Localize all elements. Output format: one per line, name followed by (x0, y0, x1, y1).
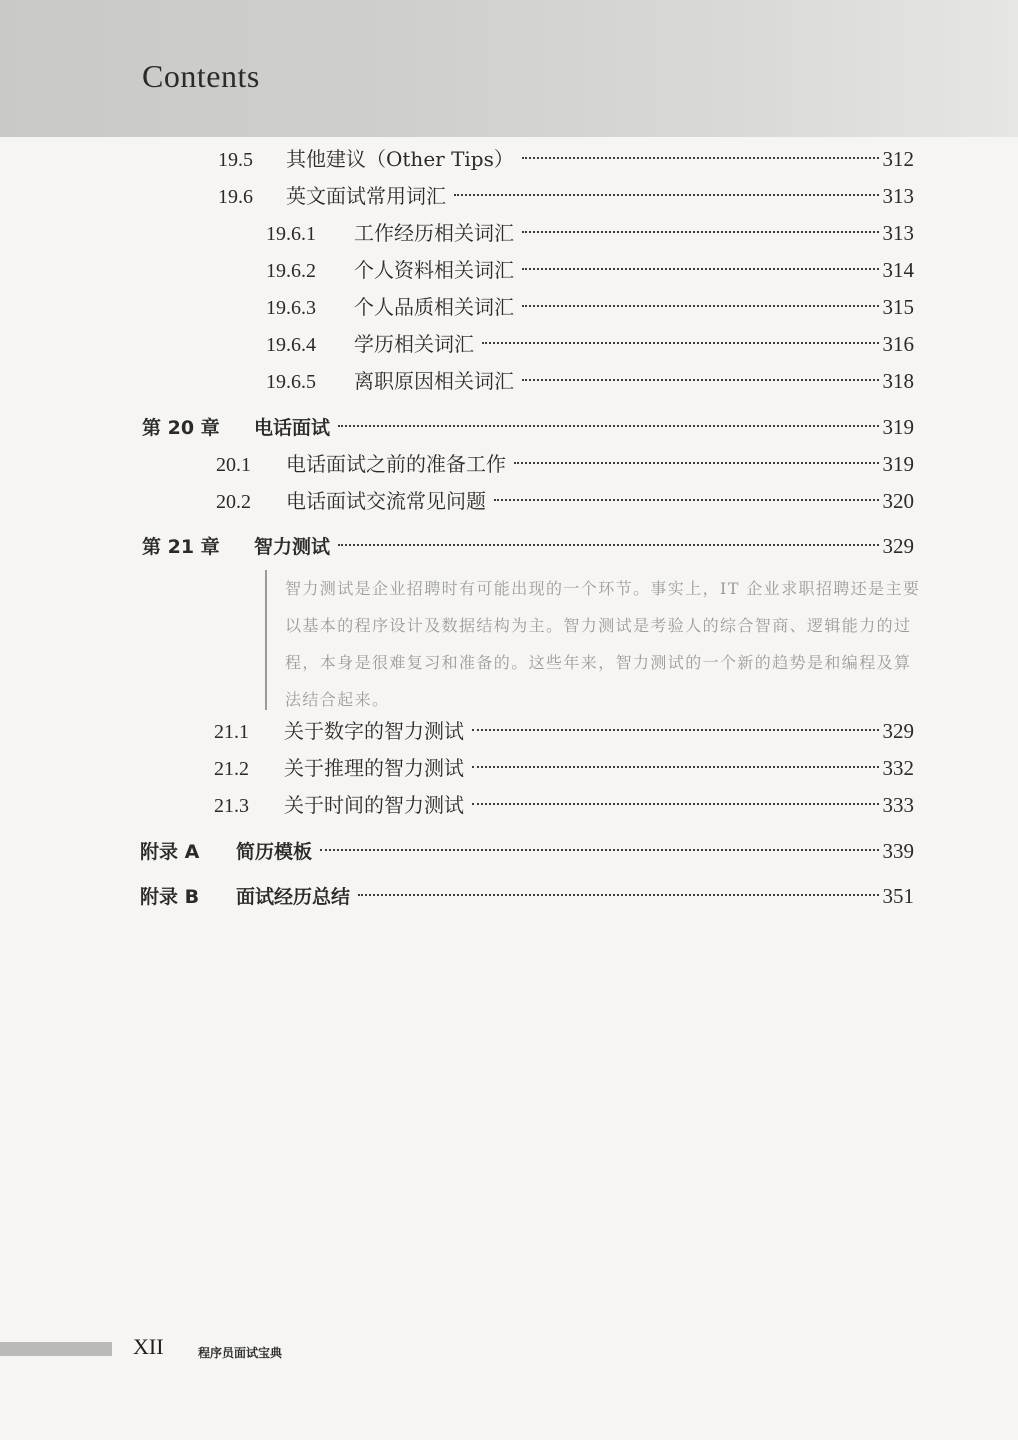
dot-leader (472, 729, 879, 731)
toc-chapter-21[interactable] (142, 531, 914, 561)
toc-entry-page: 312 (882, 147, 914, 171)
toc-entry-21-2[interactable] (214, 753, 914, 783)
toc-entry-19-6-4[interactable] (266, 329, 914, 359)
toc-entry-number: 21.3 (214, 795, 249, 817)
toc-entry-19-6-2[interactable] (266, 255, 914, 285)
appendix-label: 附录 A (140, 841, 200, 863)
toc-entry-page: 318 (882, 369, 914, 393)
dot-leader (494, 499, 879, 501)
toc-entry-page: 333 (882, 793, 914, 817)
toc-entry-21-1[interactable] (214, 716, 914, 746)
toc-entry-page: 329 (882, 534, 914, 558)
toc-entry-title: 其他建议（Other Tips） (286, 147, 514, 171)
toc-entry-page: 319 (882, 452, 914, 476)
toc-entry-number: 19.6.3 (266, 297, 316, 319)
page-header-title: Contents (142, 58, 260, 94)
toc-entry-title: 离职原因相关词汇 (354, 369, 514, 393)
toc-entry-21-3[interactable] (214, 790, 914, 820)
toc-entry-title: 关于推理的智力测试 (284, 756, 464, 780)
chapter-title: 电话面试 (254, 417, 331, 439)
toc-entry-title: 个人品质相关词汇 (354, 295, 514, 319)
toc-entry-page: 319 (882, 415, 914, 439)
toc-entry-number: 20.1 (216, 454, 251, 476)
toc-entry-number: 19.6.5 (266, 371, 316, 393)
dot-leader (472, 803, 879, 805)
dot-leader (454, 194, 879, 196)
toc-entry-number: 19.6.4 (266, 334, 316, 356)
footer-bar (0, 1342, 112, 1356)
toc-entry-page: 315 (882, 295, 914, 319)
dot-leader (482, 342, 879, 344)
dot-leader (514, 462, 879, 464)
dot-leader (472, 766, 879, 768)
dot-leader (320, 849, 878, 851)
dot-leader (522, 379, 879, 381)
toc-entry-page: 313 (882, 221, 914, 245)
toc-appendix-a[interactable] (140, 836, 914, 866)
toc-chapter-20[interactable] (142, 412, 914, 442)
chapter-title: 智力测试 (254, 536, 331, 558)
dot-leader (522, 305, 879, 307)
footer-page-number: XII (133, 1334, 164, 1359)
dot-leader (522, 157, 879, 159)
toc-entry-title: 关于时间的智力测试 (284, 793, 464, 817)
toc-entry-19-6[interactable] (218, 181, 914, 211)
dot-leader (358, 894, 878, 896)
appendix-title: 面试经历总结 (236, 886, 351, 908)
toc-entry-title: 电话面试交流常见问题 (286, 489, 486, 513)
toc-entry-page: 339 (882, 839, 914, 863)
appendix-title: 简历模板 (236, 841, 313, 863)
chapter-label: 第 21 章 (142, 536, 220, 558)
toc-entry-page: 314 (882, 258, 914, 282)
toc-entry-page: 351 (882, 884, 914, 908)
toc-entry-title: 电话面试之前的准备工作 (286, 452, 506, 476)
footer-book-title: 程序员面试宝典 (198, 1346, 283, 1360)
toc-entry-number: 21.2 (214, 758, 249, 780)
toc-entry-20-2[interactable] (216, 486, 914, 516)
chapter-label: 第 20 章 (142, 417, 220, 439)
toc-entry-page: 316 (882, 332, 914, 356)
toc-entry-19-6-3[interactable] (266, 292, 914, 322)
toc-entry-title: 英文面试常用词汇 (286, 184, 446, 208)
toc-entry-number: 19.5 (218, 149, 253, 171)
toc-entry-title: 工作经历相关词汇 (354, 221, 514, 245)
toc-entry-19-6-1[interactable] (266, 218, 914, 248)
dot-leader (522, 268, 879, 270)
toc-entry-number: 20.2 (216, 491, 251, 513)
toc-appendix-b[interactable] (140, 881, 914, 911)
toc-entry-20-1[interactable] (216, 449, 914, 479)
toc-entry-number: 19.6.1 (266, 223, 316, 245)
dot-leader (522, 231, 879, 233)
toc-entry-title: 学历相关词汇 (354, 332, 474, 356)
toc-entry-page: 332 (882, 756, 914, 780)
toc-entry-19-5[interactable] (218, 144, 914, 174)
toc-entry-title: 个人资料相关词汇 (354, 258, 514, 282)
toc-entry-number: 19.6 (218, 186, 253, 208)
toc-entry-page: 329 (882, 719, 914, 743)
toc-entry-page: 313 (882, 184, 914, 208)
toc-entry-title: 关于数字的智力测试 (284, 719, 464, 743)
toc-entry-19-6-5[interactable] (266, 366, 914, 396)
toc-entry-number: 19.6.2 (266, 260, 316, 282)
dot-leader (338, 544, 878, 546)
chapter-21-summary: 智力测试是企业招聘时有可能出现的一个环节。事实上，IT 企业求职招聘还是主要以基本的程序设计及数据结构为主。智力测试是考验人的综合智商、逻辑能力的过程，本身是很难复习和准备的。这些年来，智力测试的一个新的趋势是和编程及算法结合起来。 (265, 570, 925, 710)
toc-entry-number: 21.1 (214, 721, 249, 743)
dot-leader (338, 425, 878, 427)
appendix-label: 附录 B (140, 886, 200, 908)
toc-entry-page: 320 (882, 489, 914, 513)
